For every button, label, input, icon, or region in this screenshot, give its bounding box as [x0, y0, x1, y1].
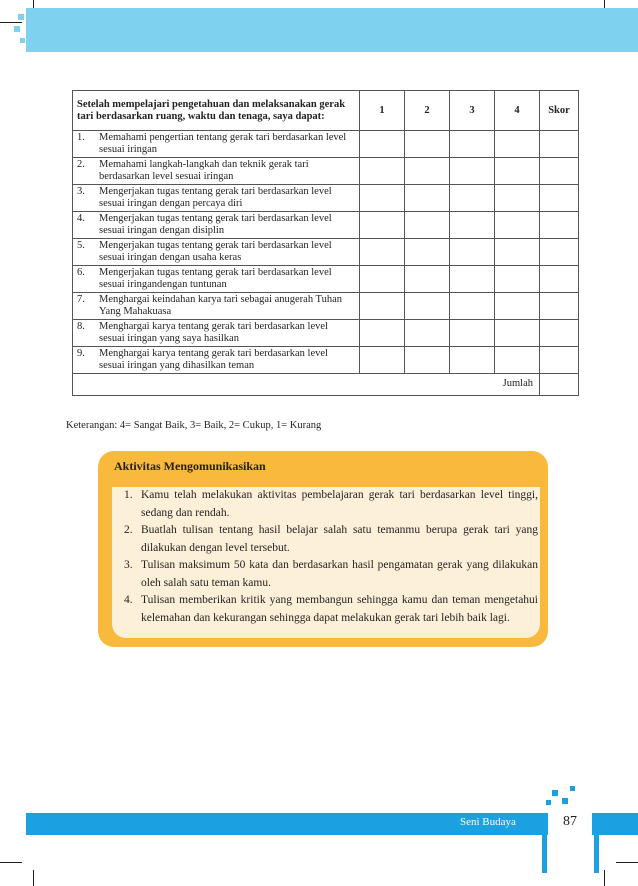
- item-number: 6.: [77, 267, 85, 278]
- total-row: [73, 374, 579, 396]
- item-number: 3.: [77, 186, 85, 197]
- step-number: 2.: [124, 524, 133, 536]
- activity-body: [112, 487, 540, 638]
- score-cell[interactable]: [405, 347, 450, 374]
- total-skor-cell[interactable]: [540, 374, 579, 396]
- table-header-row: [73, 91, 579, 131]
- score-cell[interactable]: [495, 320, 540, 347]
- score-cell[interactable]: [495, 212, 540, 239]
- total-label: Jumlah: [73, 374, 540, 396]
- score-cell[interactable]: [360, 185, 405, 212]
- score-cell[interactable]: [405, 212, 450, 239]
- list-item: [124, 557, 538, 592]
- score-cell[interactable]: [360, 131, 405, 158]
- list-item: [124, 522, 538, 557]
- pixel-decoration: [18, 14, 24, 20]
- score-cell[interactable]: [495, 293, 540, 320]
- item-text: Mengerjakan tugas tentang gerak tari berdasarkan level sesuai iringan dengan usaha keras: [99, 240, 332, 263]
- table-row: [73, 239, 579, 266]
- table-row: [73, 293, 579, 320]
- pixel-decoration: [570, 786, 575, 791]
- item-text: Memahami langkah-langkah dan teknik gerak tari berdasarkan level sesuai iringan: [99, 159, 309, 182]
- item-text: Mengerjakan tugas tentang gerak tari berdasarkan level sesuai iringan dengan percaya diri: [99, 186, 332, 209]
- pixel-decoration: [562, 798, 568, 804]
- skor-cell[interactable]: [540, 131, 579, 158]
- skor-cell[interactable]: [540, 239, 579, 266]
- crop-mark: [604, 870, 605, 886]
- step-number: 1.: [124, 489, 133, 501]
- header-score-3: 3: [450, 91, 495, 131]
- pixel-decoration: [546, 800, 551, 805]
- item-number: 4.: [77, 213, 85, 224]
- item-number: 7.: [77, 294, 85, 305]
- table-row: [73, 212, 579, 239]
- page-number: 87: [548, 807, 592, 839]
- self-assessment-table: [72, 90, 579, 396]
- header-skor: Skor: [540, 91, 579, 131]
- activity-title: Aktivitas Mengomunikasikan: [114, 459, 266, 473]
- item-number: 8.: [77, 321, 85, 332]
- step-text: Buatlah tulisan tentang hasil belajar salah satu temanmu berupa gerak tari yang dilakukan dengan level tersebut.: [141, 524, 538, 554]
- step-number: 4.: [124, 594, 133, 606]
- score-cell[interactable]: [405, 239, 450, 266]
- score-cell[interactable]: [405, 293, 450, 320]
- skor-cell[interactable]: [540, 185, 579, 212]
- item-text: Menghargai karya tentang gerak tari berdasarkan level sesuai iringan yang dihasilkan teman: [99, 348, 328, 371]
- score-cell[interactable]: [450, 239, 495, 266]
- score-cell[interactable]: [360, 212, 405, 239]
- score-cell[interactable]: [495, 239, 540, 266]
- skor-cell[interactable]: [540, 266, 579, 293]
- crop-mark: [33, 870, 34, 886]
- score-cell[interactable]: [495, 266, 540, 293]
- score-cell[interactable]: [495, 158, 540, 185]
- skor-cell[interactable]: [540, 320, 579, 347]
- crop-mark: [0, 22, 22, 23]
- item-number: 5.: [77, 240, 85, 251]
- header-score-4: 4: [495, 91, 540, 131]
- item-text: Menghargai keindahan karya tari sebagai anugerah Tuhan Yang Mahakuasa: [99, 294, 342, 317]
- score-cell[interactable]: [405, 266, 450, 293]
- header-score-2: 2: [405, 91, 450, 131]
- score-cell[interactable]: [360, 347, 405, 374]
- score-cell[interactable]: [360, 266, 405, 293]
- score-cell[interactable]: [405, 185, 450, 212]
- footer-stripe: [542, 813, 547, 873]
- step-text: Tulisan memberikan kritik yang membangun sehingga kamu dan teman mengetahui kelemahan dan kekurangan sehingga dapat melakukan gerak tari lebih baik lagi.: [141, 594, 538, 624]
- score-cell[interactable]: [495, 347, 540, 374]
- score-cell[interactable]: [405, 131, 450, 158]
- pixel-decoration: [14, 26, 20, 32]
- step-text: Kamu telah melakukan aktivitas pembelajaran gerak tari berdasarkan level tinggi, sedang dan rendah.: [141, 489, 538, 519]
- item-text: Memahami pengertian tentang gerak tari berdasarkan level sesuai iringan: [99, 132, 347, 155]
- table-row: [73, 347, 579, 374]
- score-cell[interactable]: [360, 239, 405, 266]
- header-score-1: 1: [360, 91, 405, 131]
- score-cell[interactable]: [360, 293, 405, 320]
- item-text: Mengerjakan tugas tentang gerak tari berdasarkan level sesuai iringan dengan disiplin: [99, 213, 332, 236]
- item-number: 2.: [77, 159, 85, 170]
- crop-mark: [0, 862, 22, 863]
- item-number: 1.: [77, 132, 85, 143]
- score-cell[interactable]: [360, 158, 405, 185]
- list-item: [124, 592, 538, 627]
- score-cell[interactable]: [450, 185, 495, 212]
- pixel-decoration: [20, 38, 25, 43]
- score-cell[interactable]: [450, 131, 495, 158]
- book-title: Seni Budaya: [460, 816, 516, 828]
- score-cell[interactable]: [360, 320, 405, 347]
- table-row: [73, 320, 579, 347]
- score-legend: Keterangan: 4= Sangat Baik, 3= Baik, 2= Cukup, 1= Kurang: [66, 420, 322, 431]
- item-text: Mengerjakan tugas tentang gerak tari berdasarkan level sesuai iringandengan tuntunan: [99, 267, 332, 290]
- skor-cell[interactable]: [540, 158, 579, 185]
- table-row: [73, 131, 579, 158]
- table-row: [73, 266, 579, 293]
- score-cell[interactable]: [405, 320, 450, 347]
- step-number: 3.: [124, 559, 133, 571]
- pixel-decoration: [552, 790, 558, 796]
- score-cell[interactable]: [450, 266, 495, 293]
- table-row: [73, 158, 579, 185]
- crop-mark: [616, 862, 638, 863]
- skor-cell[interactable]: [540, 347, 579, 374]
- score-cell[interactable]: [450, 212, 495, 239]
- score-cell[interactable]: [450, 293, 495, 320]
- score-cell[interactable]: [450, 320, 495, 347]
- step-text: Tulisan maksimum 50 kata dan berdasarkan hasil pengamatan gerak yang dilakukan oleh salah satu teman kamu.: [141, 559, 538, 589]
- table-row: [73, 185, 579, 212]
- score-cell[interactable]: [450, 347, 495, 374]
- header-statement: Setelah mempelajari pengetahuan dan melaksanakan gerak tari berdasarkan ruang, waktu dan tenaga, saya dapat:: [73, 91, 360, 131]
- item-text: Menghargai karya tentang gerak tari berdasarkan level sesuai iringan yang saya hasilkan: [99, 321, 328, 344]
- score-cell[interactable]: [405, 158, 450, 185]
- score-cell[interactable]: [495, 185, 540, 212]
- score-cell[interactable]: [450, 158, 495, 185]
- activity-box: [98, 451, 548, 647]
- footer-stripe: [594, 813, 599, 873]
- skor-cell[interactable]: [540, 212, 579, 239]
- skor-cell[interactable]: [540, 293, 579, 320]
- item-number: 9.: [77, 348, 85, 359]
- list-item: [124, 487, 538, 522]
- activity-steps: [124, 487, 538, 627]
- header-band: [26, 8, 638, 52]
- score-cell[interactable]: [495, 131, 540, 158]
